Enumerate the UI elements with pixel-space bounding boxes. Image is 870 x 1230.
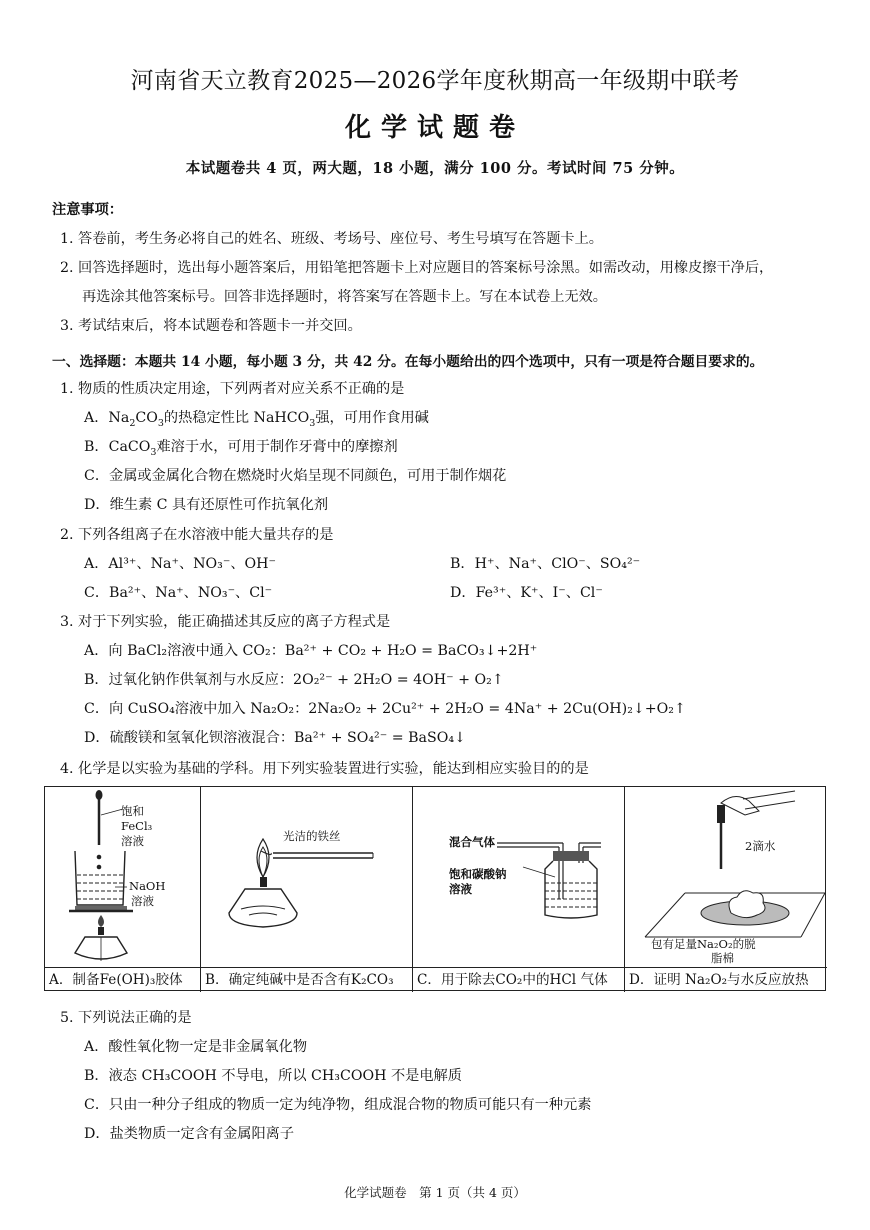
exam-info: 本试题卷共 4 页，两大题，18 小题，满分 100 分。考试时间 75 分钟。 (185, 160, 685, 177)
question-stem: 4. 化学是以实验为基础的学科。用下列实验装置进行实验，能达到相应实验目的的是 (60, 761, 589, 777)
label-na2co3: 饱和碳酸钠 (449, 867, 507, 881)
option-a: A．Al³⁺、Na⁺、NO₃⁻、OH⁻ (84, 556, 277, 572)
label-iron-wire: 光洁的铁丝 (283, 829, 341, 843)
question-stem: 5. 下列说法正确的是 (60, 1010, 192, 1026)
option-d: D．Fe³⁺、K⁺、I⁻、Cl⁻ (450, 585, 603, 601)
option-a: A．向 BaCl₂溶液中通入 CO₂：Ba²⁺ + CO₂ + H₂O = BaCO₃↓+2H⁺ (84, 643, 538, 659)
option-d: D．硫酸镁和氢氧化钡溶液混合：Ba²⁺ + SO₄²⁻ = BaSO₄↓ (84, 730, 466, 746)
question-stem: 3. 对于下列实验，能正确描述其反应的离子方程式是 (60, 614, 391, 630)
option-d: D．维生素 C 具有还原性可作抗氧化剂 (84, 497, 329, 513)
experiment-table (44, 786, 826, 991)
option-a: A．酸性氧化物一定是非金属氧化物 (84, 1039, 308, 1055)
note-item: 3. 考试结束后，将本试题卷和答题卡一并交回。 (60, 318, 362, 334)
option-c: C．金属或金属化合物在燃烧时火焰呈现不同颜色，可用于制作烟花 (84, 468, 507, 484)
option-c: C．向 CuSO₄溶液中加入 Na₂O₂：2Na₂O₂ + 2Cu²⁺ + 2H₂O = 4Na⁺ + 2Cu(OH)₂↓+O₂↑ (84, 701, 686, 717)
exam-title: 河南省天立教育2025—2026学年度秋期高一年级期中联考 (130, 68, 740, 94)
label-solution: 溶液 (121, 834, 144, 848)
option-a: A．$Na_2CO_3$的热稳定性比 NaHCO$_3$强，可用作食用碱 (84, 410, 429, 429)
flame-test-figure (201, 787, 413, 967)
label-naoh-solution: 溶液 (131, 894, 154, 908)
label-saturated: 饱和 (121, 804, 144, 818)
experiment-a (45, 787, 201, 992)
page-footer: 化学试题卷 第 1 页（共 4 页） (344, 1185, 526, 1200)
label-mixed-gas: 混合气体 (449, 835, 495, 849)
option-c: C．Ba²⁺、Na⁺、NO₃⁻、Cl⁻ (84, 585, 273, 601)
gas-washing-figure (413, 787, 625, 967)
question-stem: 2. 下列各组离子在水溶液中能大量共存的是 (60, 527, 334, 543)
option-c: C．只由一种分子组成的物质一定为纯净物，组成混合物的物质可能只有一种元素 (84, 1097, 592, 1113)
label-na2o2-cotton: 包有足量Na₂O₂的脱 (651, 937, 756, 951)
caption-c: C．用于除去CO₂中的HCl 气体 (413, 967, 624, 992)
label-two-drops-water: 2滴水 (745, 839, 776, 853)
option-d: D．盐类物质一定含有金属阳离子 (84, 1126, 295, 1142)
label-naoh: NaOH (129, 879, 166, 893)
note-item: 再选涂其他答案标号。回答非选择题时，将答案写在答题卡上。写在本试卷上无效。 (82, 289, 607, 305)
option-b: B．CaCO$_3$难溶于水，可用于制作牙膏中的摩擦剂 (84, 439, 398, 458)
option-b: B．H⁺、Na⁺、ClO⁻、SO₄²⁻ (450, 556, 641, 572)
question-stem: 1. 物质的性质决定用途，下列两者对应关系不正确的是 (60, 381, 405, 397)
experiment-c (413, 787, 625, 992)
label-fecl3: FeCl₃ (121, 819, 153, 833)
note-item: 2. 回答选择题时，选出每小题答案后，用铅笔把答题卡上对应题目的答案标号涂黑。如需改动，用橡皮擦干净后， (60, 260, 774, 276)
section-heading: 一、选择题：本题共 14 小题，每小题 3 分，共 42 分。在每小题给出的四个选项中，只有一项是符合题目要求的。 (52, 354, 764, 370)
caption-b: B．确定纯碱中是否含有K₂CO₃ (201, 967, 412, 992)
notes-heading: 注意事项： (52, 202, 123, 218)
option-b: B．液态 CH₃COOH 不导电，所以 CH₃COOH 不是电解质 (84, 1068, 462, 1084)
label-solution: 溶液 (449, 882, 472, 896)
option-b: B．过氧化钠作供氧剂与水反应：2O₂²⁻ + 2H₂O = 4OH⁻ + O₂↑ (84, 672, 504, 688)
experiment-b (201, 787, 413, 992)
caption-a: A．制备Fe(OH)₃胶体 (45, 967, 200, 992)
note-item: 1. 答卷前，考生务必将自己的姓名、班级、考场号、座位号、考生号填写在答题卡上。 (60, 231, 603, 247)
experiment-d (625, 787, 827, 992)
subject-title: 化学试题卷 (344, 113, 525, 143)
caption-d: D．证明 Na₂O₂与水反应放热 (625, 967, 827, 992)
label-cotton: 脂棉 (711, 951, 734, 965)
